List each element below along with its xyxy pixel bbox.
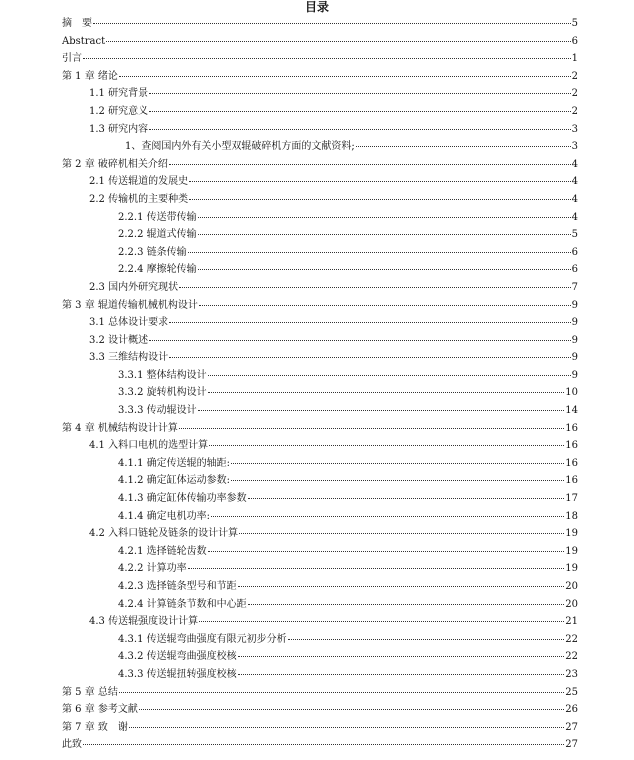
toc-entry-title: 2.2.1 传送带传输 [118, 211, 197, 223]
dot-leader [169, 357, 571, 358]
toc-entry-page-number: 6 [571, 35, 578, 47]
dot-leader [169, 164, 571, 165]
toc-entry[interactable] [62, 226, 578, 244]
toc-entry-title: 3.1 总体设计要求 [89, 317, 169, 329]
toc-entry-page-number: 9 [571, 299, 578, 311]
toc-entry-page-number: 6 [571, 246, 578, 258]
toc-entry-page-number: 4 [571, 193, 578, 205]
toc-entry-title: 4.3.1 传送辊弯曲强度有限元初步分析 [118, 633, 287, 645]
toc-entry-title: 2.2.3 链条传输 [118, 246, 187, 258]
dot-leader [238, 586, 565, 587]
toc-entry-page-number: 7 [571, 281, 578, 293]
toc-entry-title: 3.3 三维结构设计 [89, 352, 169, 364]
toc-entry-page-number: 9 [571, 369, 578, 381]
dot-leader [149, 93, 571, 94]
toc-entry[interactable] [62, 525, 578, 543]
toc-entry-title: 第 6 章 参考文献 [62, 704, 138, 716]
dot-leader [199, 305, 571, 306]
toc-entry[interactable] [62, 666, 578, 684]
dot-leader [208, 392, 565, 393]
toc-entry[interactable] [62, 85, 578, 103]
toc-entry[interactable] [62, 121, 578, 139]
toc-entry-title: 4.2 入料口链轮及链条的设计计算 [89, 528, 239, 540]
toc-entry-page-number: 5 [571, 18, 578, 29]
dot-leader [83, 58, 571, 59]
dot-leader [248, 498, 565, 499]
toc-entry[interactable] [62, 719, 578, 737]
toc-entry[interactable] [62, 420, 578, 438]
dot-leader [238, 674, 565, 675]
dot-leader [149, 111, 571, 112]
dot-leader [189, 181, 571, 182]
toc-entry-page-number: 27 [565, 721, 578, 733]
dot-leader [106, 41, 570, 42]
toc-entry-page-number: 9 [571, 317, 578, 329]
toc-entry-title: 2.1 传送辊道的发展史 [89, 176, 189, 188]
toc-entry-page-number: 16 [565, 422, 578, 434]
toc-entry-title: 第 7 章 致 谢 [62, 721, 128, 733]
dot-leader [119, 76, 571, 77]
table-of-contents [62, 15, 578, 754]
toc-entry-title: 第 1 章 绪论 [62, 70, 118, 82]
dot-leader [139, 709, 564, 710]
toc-entry-page-number: 19 [565, 545, 578, 557]
toc-entry[interactable] [62, 138, 578, 156]
toc-entry-page-number: 6 [571, 264, 578, 276]
dot-leader [188, 252, 571, 253]
toc-entry-title: 4.2.4 计算链条节数和中心距 [118, 598, 247, 610]
toc-entry-title: 摘 要 [62, 18, 92, 29]
toc-entry-title: 3.2 设计概述 [89, 334, 149, 346]
toc-entry-page-number: 22 [565, 651, 578, 663]
toc-entry-title: 引言 [62, 53, 82, 65]
toc-entry-title: 1.1 研究背景 [89, 88, 149, 100]
dot-leader [198, 234, 571, 235]
dot-leader [188, 568, 565, 569]
toc-entry[interactable] [62, 701, 578, 719]
dot-leader [199, 621, 564, 622]
toc-entry-title: Abstract [62, 35, 106, 47]
dot-leader [211, 516, 564, 517]
toc-entry[interactable] [62, 156, 578, 174]
toc-entry[interactable] [62, 50, 578, 68]
toc-entry-title: 4.1.1 确定传送辊的轴距: [118, 457, 230, 469]
toc-entry-page-number: 14 [565, 405, 578, 417]
toc-entry[interactable] [62, 472, 578, 490]
toc-entry-page-number: 23 [565, 668, 578, 680]
toc-entry-title: 2.3 国内外研究现状 [89, 281, 179, 293]
toc-entry[interactable] [62, 103, 578, 121]
toc-entry-page-number: 16 [565, 440, 578, 452]
toc-entry[interactable] [62, 437, 578, 455]
toc-entry-title: 3.3.3 传动辊设计 [118, 405, 197, 417]
toc-entry[interactable] [62, 244, 578, 262]
toc-entry-page-number: 2 [571, 70, 578, 82]
toc-entry-title: 第 4 章 机械结构设计计算 [62, 422, 178, 434]
toc-entry-page-number: 18 [565, 510, 578, 522]
toc-entry-page-number: 4 [571, 158, 578, 170]
toc-entry-page-number: 26 [565, 704, 578, 716]
toc-entry-title: 4.2.2 计算功率 [118, 563, 187, 575]
toc-entry[interactable] [62, 314, 578, 332]
dot-leader [238, 656, 565, 657]
toc-entry[interactable] [62, 508, 578, 526]
dot-leader [198, 217, 571, 218]
toc-entry-title: 第 5 章 总结 [62, 686, 118, 698]
toc-entry-title: 4.2.3 选择链条型号和节距 [118, 581, 237, 592]
dot-leader [179, 287, 571, 288]
dot-leader [231, 463, 564, 464]
dot-leader [198, 410, 565, 411]
dot-leader [248, 604, 565, 605]
toc-entry-page-number: 9 [571, 352, 578, 364]
toc-entry[interactable] [62, 490, 578, 508]
dot-leader [209, 445, 564, 446]
dot-leader [119, 692, 564, 693]
toc-entry-title: 4.1.4 确定电机功率: [118, 510, 210, 522]
toc-entry[interactable] [62, 596, 578, 614]
toc-entry-title: 2.2 传输机的主要种类 [89, 193, 189, 205]
toc-entry-page-number: 10 [565, 387, 578, 399]
dot-leader [179, 428, 564, 429]
toc-entry-page-number: 3 [571, 141, 578, 153]
toc-entry[interactable] [62, 455, 578, 473]
toc-entry-page-number: 16 [565, 475, 578, 487]
toc-entry-title: 4.1 入料口电机的选型计算 [89, 440, 209, 452]
toc-entry-page-number: 20 [565, 598, 578, 610]
toc-entry-title: 4.3.3 传送辊扭转强度校核 [118, 668, 237, 680]
toc-entry[interactable] [62, 261, 578, 279]
toc-entry-page-number: 20 [565, 581, 578, 592]
toc-entry[interactable] [62, 648, 578, 666]
toc-entry-page-number: 27 [565, 739, 578, 751]
toc-entry-page-number: 19 [565, 563, 578, 575]
dot-leader [169, 322, 571, 323]
toc-entry[interactable] [62, 33, 578, 51]
toc-entry-page-number: 16 [565, 457, 578, 469]
dot-leader [129, 727, 564, 728]
toc-entry[interactable] [62, 684, 578, 702]
toc-entry[interactable] [62, 613, 578, 631]
toc-entry[interactable] [62, 279, 578, 297]
toc-entry-page-number: 4 [571, 176, 578, 188]
toc-entry-title: 3.3.2 旋转机构设计 [118, 387, 207, 399]
dot-leader [93, 23, 571, 24]
toc-entry-page-number: 2 [571, 88, 578, 100]
toc-entry[interactable] [62, 68, 578, 86]
toc-entry[interactable] [62, 578, 578, 596]
dot-leader [356, 146, 571, 147]
toc-entry-page-number: 19 [565, 528, 578, 540]
toc-entry-page-number: 25 [565, 686, 578, 698]
toc-entry[interactable] [62, 402, 578, 420]
dot-leader [83, 744, 564, 745]
toc-entry-title: 2.2.2 辊道式传输 [118, 229, 197, 241]
toc-entry[interactable] [62, 631, 578, 649]
toc-entry-title: 1.3 研究内容 [89, 123, 149, 135]
toc-entry-page-number: 4 [571, 211, 578, 223]
toc-entry-title: 第 3 章 辊道传输机械机构设计 [62, 299, 198, 311]
toc-entry[interactable] [62, 736, 578, 754]
dot-leader [198, 269, 571, 270]
toc-entry-title: 4.2.1 选择链轮齿数 [118, 545, 207, 557]
toc-entry-title: 第 2 章 破碎机相关介绍 [62, 158, 168, 170]
toc-entry-page-number: 21 [565, 616, 578, 628]
dot-leader [208, 375, 571, 376]
toc-entry-title: 2.2.4 摩擦轮传输 [118, 264, 197, 276]
toc-entry[interactable] [62, 297, 578, 315]
toc-entry-title: 1.2 研究意义 [89, 105, 149, 117]
toc-entry[interactable] [62, 543, 578, 561]
dot-leader [149, 340, 571, 341]
toc-entry-title: 4.3.2 传送辊弯曲强度校核 [118, 651, 237, 663]
toc-entry[interactable] [62, 367, 578, 385]
toc-entry-title: 此致 [62, 739, 82, 751]
toc-entry[interactable] [62, 173, 578, 191]
toc-entry-page-number: 2 [571, 105, 578, 117]
toc-entry-title: 3.3.1 整体结构设计 [118, 369, 207, 381]
toc-entry-title: 4.1.3 确定缸体传输功率参数 [118, 493, 247, 505]
toc-entry-title: 4.1.2 确定缸体运动参数: [118, 475, 230, 487]
toc-entry-page-number: 3 [571, 123, 578, 135]
toc-entry[interactable] [62, 191, 578, 209]
toc-entry[interactable] [62, 209, 578, 227]
toc-entry-page-number: 17 [565, 493, 578, 505]
toc-title: 目录 [304, 0, 329, 14]
toc-entry-title: 4.3 传送辊强度设计计算 [89, 616, 199, 628]
dot-leader [239, 533, 564, 534]
toc-entry[interactable] [62, 349, 578, 367]
toc-entry[interactable] [62, 15, 578, 33]
toc-entry[interactable] [62, 332, 578, 350]
toc-entry-page-number: 5 [571, 229, 578, 241]
toc-entry-page-number: 1 [571, 53, 578, 65]
toc-entry-page-number: 22 [565, 633, 578, 645]
dot-leader [189, 199, 571, 200]
dot-leader [231, 480, 564, 481]
dot-leader [208, 551, 565, 552]
toc-entry[interactable] [62, 560, 578, 578]
dot-leader [149, 129, 571, 130]
dot-leader [288, 639, 565, 640]
toc-entry[interactable] [62, 384, 578, 402]
toc-entry-page-number: 9 [571, 334, 578, 346]
toc-entry-title: 1、查阅国内外有关小型双辊破碎机方面的文献资料; [125, 141, 355, 153]
